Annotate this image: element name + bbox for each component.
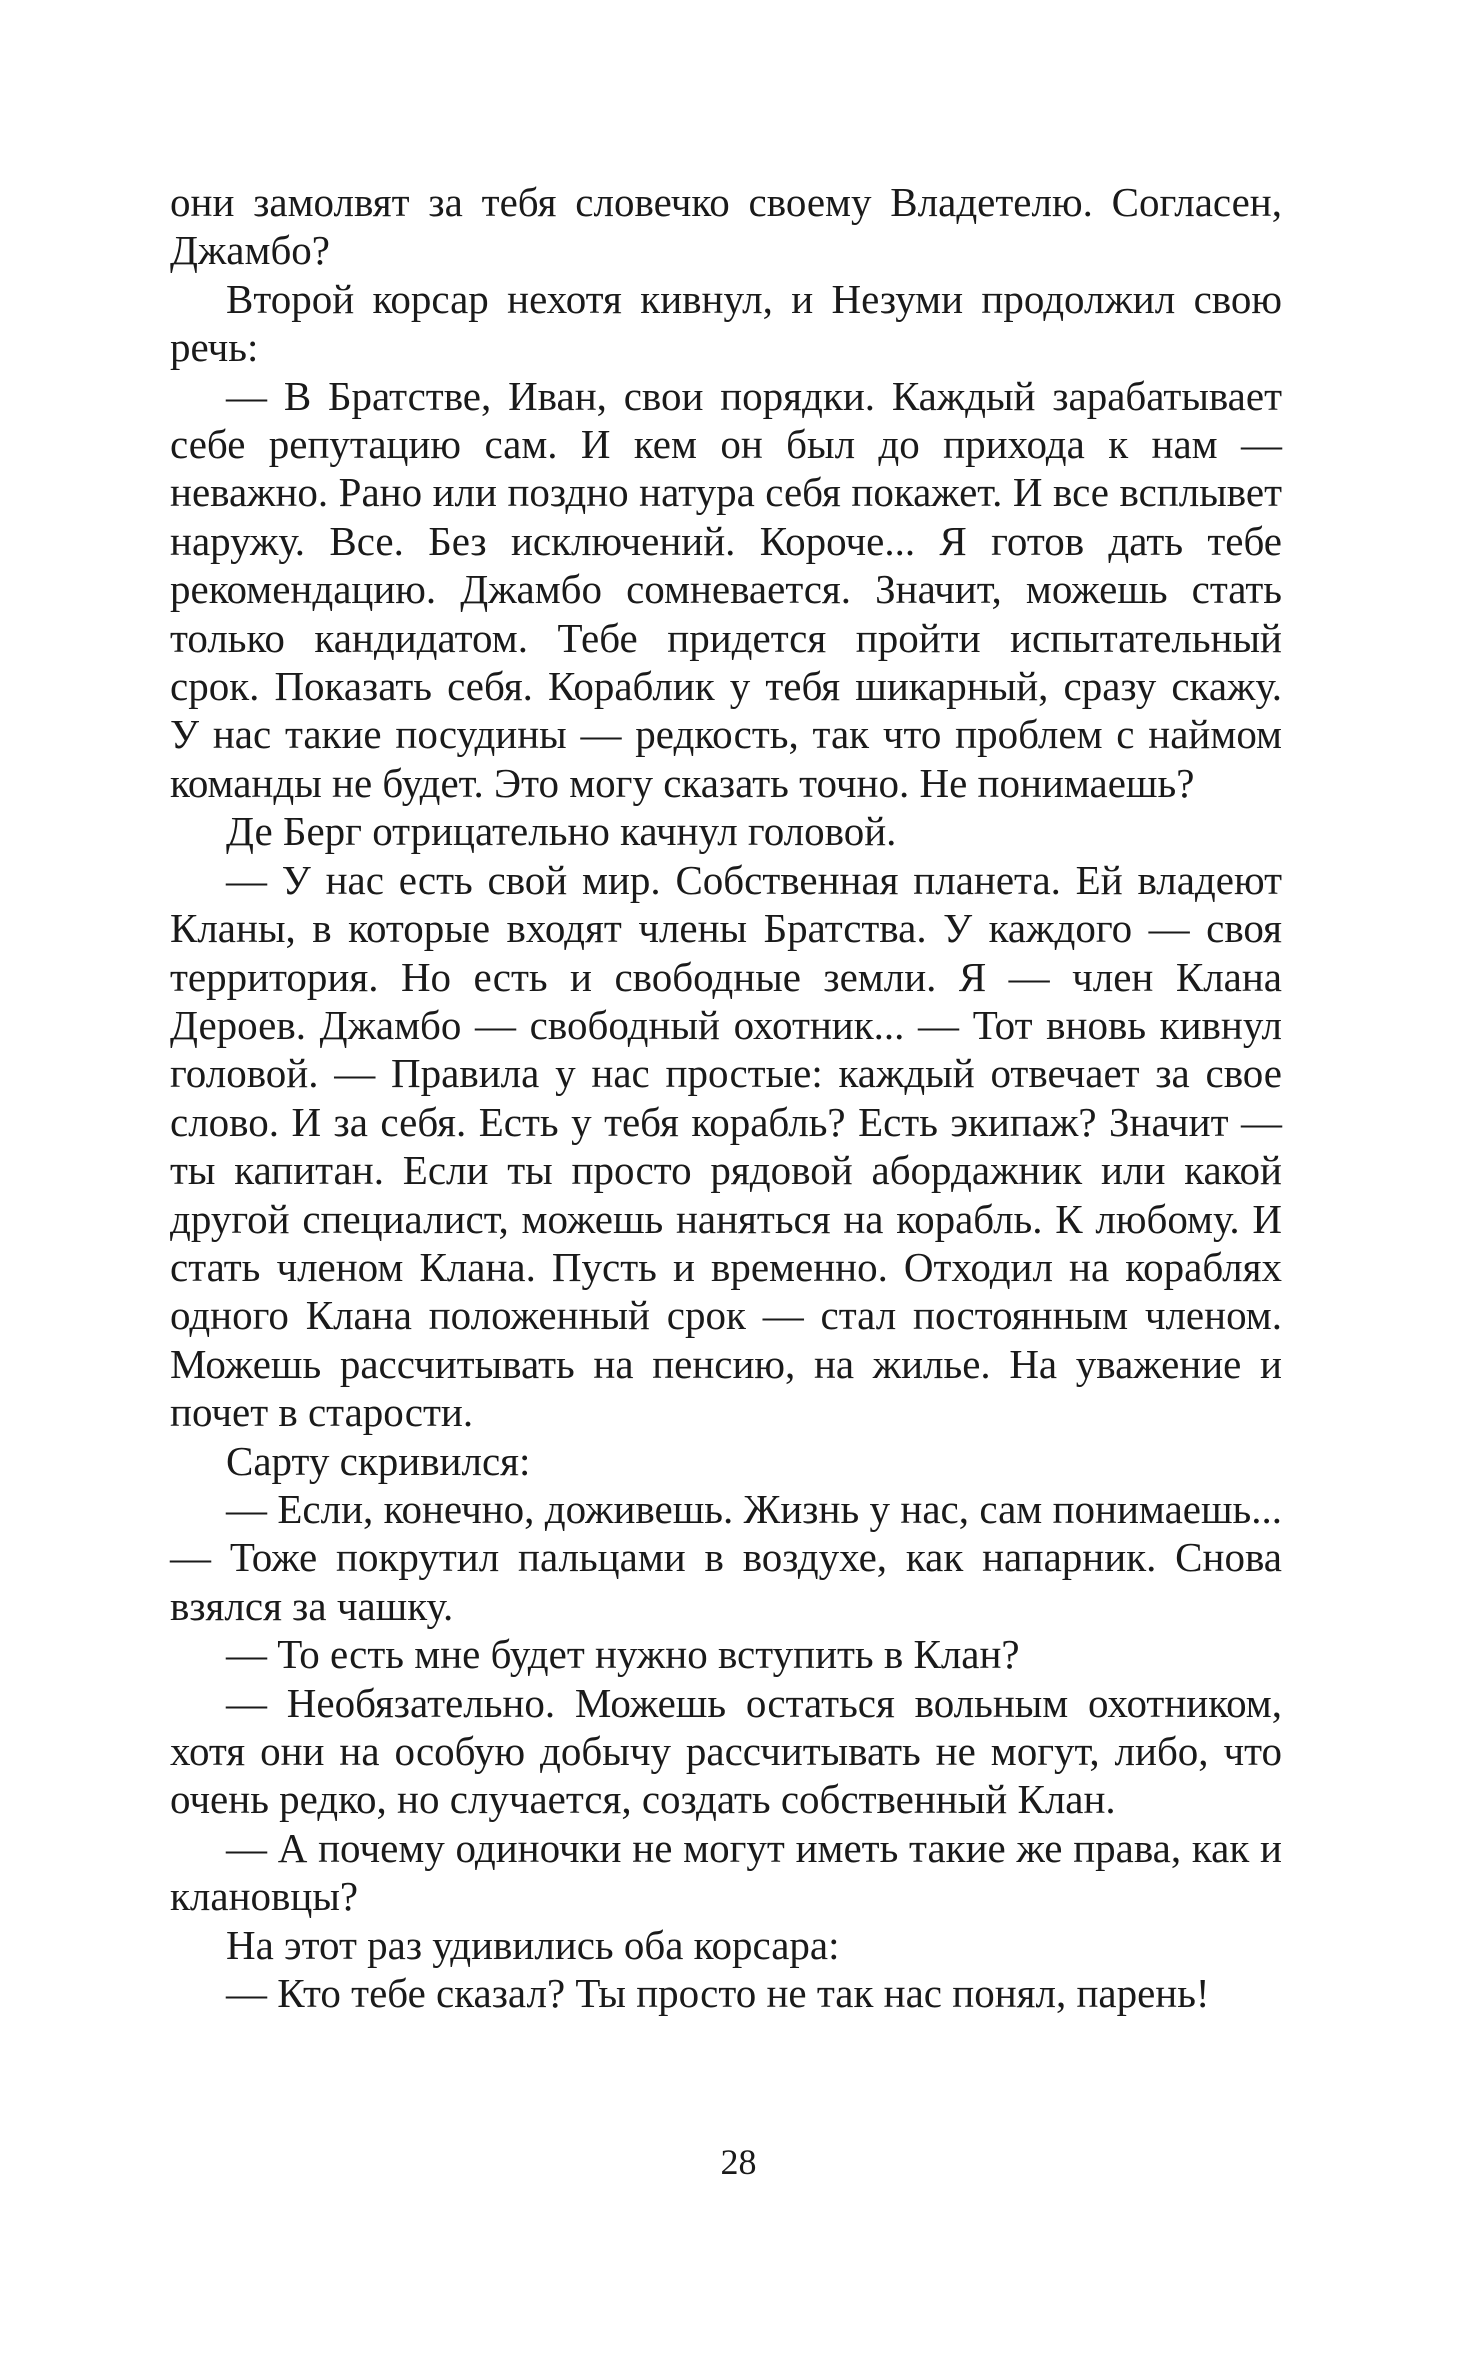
paragraph-1: они замолвят за тебя словечко своему Владетелю. Согласен, Джамбо? (170, 179, 1282, 274)
paragraph-2: Второй корсар нехотя кивнул, и Незуми продолжил свою речь: (170, 275, 1282, 371)
paragraph-9: — Необязательно. Можешь остаться вольным охотником, хотя они на особую добычу рассчитывать не могут, либо, что очень редко, но случается, создать собственный Клан. (170, 1679, 1282, 1823)
paragraph-6: Сарту скривился: (226, 1437, 531, 1484)
paragraph-3: — В Братстве, Иван, свои порядки. Каждый зарабатывает себе репутацию сам. И кем он был до прихода к нам — неважно. Рано или поздно натура себя покажет. И все всплывет наружу. Все. Без исключений. Короче... Я готов дать тебе рекомендацию. Джамбо сомневается. Значит, можешь стать только кандидатом. Тебе придется пройти испытательный срок. Показать себя. Кораблик у тебя шикарный, сразу скажу. У нас такие посудины — редкость, так что проблем с наймом команды не будет. Это могу сказать точно. Не понимаешь? (170, 372, 1282, 806)
paragraph-10: — А почему одиночки не могут иметь такие же права, как и клановцы? (170, 1824, 1282, 1920)
body-text (170, 178, 1282, 2017)
paragraph-12: — Кто тебе сказал? Ты просто не так нас понял, парень! (226, 1970, 1210, 2017)
paragraph-7: — Если, конечно, доживешь. Жизнь у нас, сам понимаешь... — Тоже покрутил пальцами в воздухе, как напарник. Снова взялся за чашку. (170, 1485, 1282, 1629)
page-number: 28 (720, 2142, 757, 2182)
paragraph-11: На этот раз удивились оба корсара: (226, 1921, 840, 1968)
paragraph-8: — То есть мне будет нужно вступить в Клан? (226, 1631, 1020, 1678)
paragraph-4: Де Берг отрицательно качнул головой. (226, 808, 897, 855)
paragraph-5: — У нас есть свой мир. Собственная планета. Ей владеют Кланы, в которые входят члены Братства. У каждого — своя территория. Но есть и свободные земли. Я — член Клана Дероев. Джамбо — свободный охотник... — Тот вновь кивнул головой. — Правила у нас простые: каждый отвечает за свое слово. И за себя. Есть у тебя корабль? Есть экипаж? Значит — ты капитан. Если ты просто рядовой абордажник или какой другой специалист, можешь наняться на корабль. К любому. И стать членом Клана. Пусть и временно. Отходил на кораблях одного Клана положенный срок — стал постоянным членом. Можешь рассчитывать на пенсию, на жилье. На уважение и почет в старости. (170, 856, 1282, 1436)
